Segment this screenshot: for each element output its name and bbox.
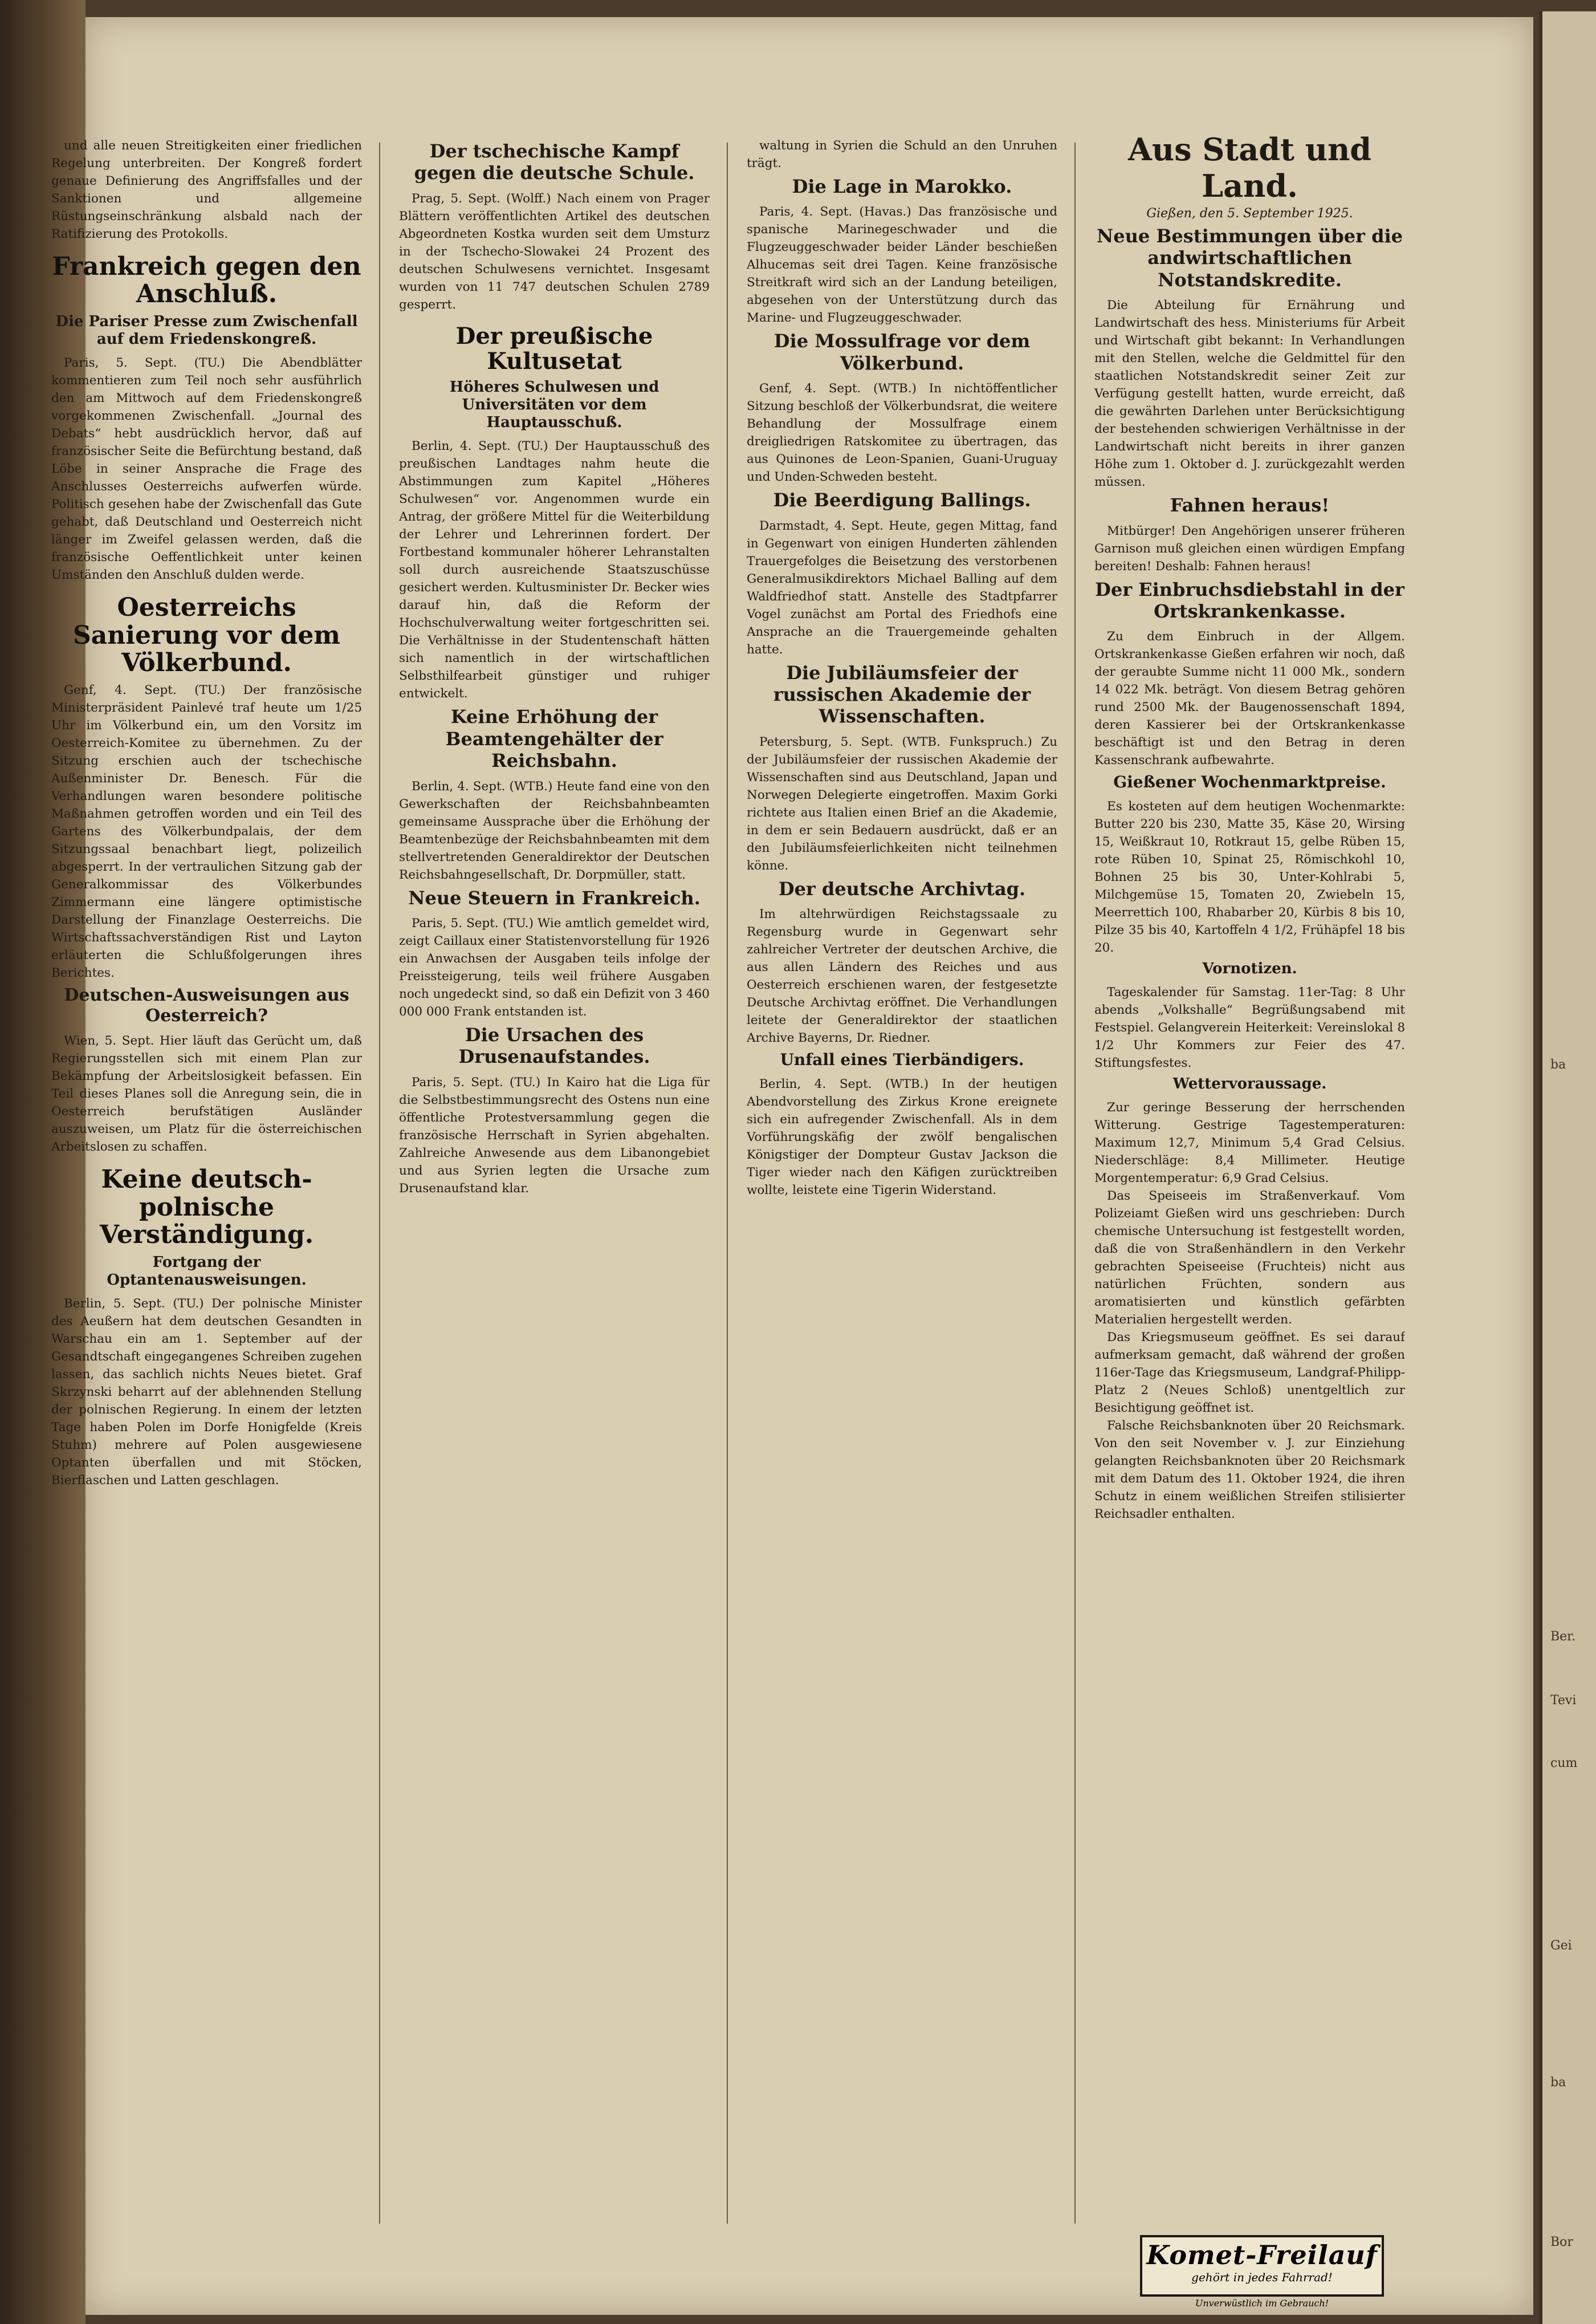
article-text: Mitbürger! Den Angehörigen unserer früheren Garnison muß gleichen einen würdigen Empfang bereiten! Deshalb: Fahnen heraus! — [1094, 523, 1405, 574]
article-text: Paris, 5. Sept. (TU.) Wie amtlich gemeldet wird, zeigt Caillaux einer Statistenvorstellung für 1926 ein Anwachsen der Ausgaben teils infolge der Preissteigerung, teils weil frühere Ausgaben noch ungedeckt sind, so daß ein Defizit von 3 460 000 000 Frank entstanden ist. — [399, 916, 710, 1019]
column-4 — [1094, 131, 1405, 2207]
article-text: Zu dem Einbruch in der Allgem. Ortskrankenkasse Gießen erfahren wir noch, daß der geraubte Summe nicht 11 000 Mk., sondern 14 022 Mk. beträgt. Von diesem Betrag gehören rund 2500 Mk. der Baugenossenschaft 1894, deren Kassierer bei der Ortskrankenkasse beschäftigt ist und den Betrag in deren Kassenschrank aufbewahrte. — [1094, 629, 1405, 768]
article-text: Im altehrwürdigen Reichstagssaale zu Regensburg wurde in Gegenwart sehr zahlreicher Vertreter der deutschen Archive, die aus allen Ländern des Reiches und aus Oesterreich erschienen waren, der festgesetzte Deutsche Archivtag eröffnet. Die Verhandlungen leitete der Generaldirektor der staatlichen Archive Bayerns, Dr. Riedner. — [747, 907, 1057, 1046]
headline: Der tschechische Kampf gegen die deutsche Schule. — [414, 140, 695, 184]
article-text: Genf, 4. Sept. (WTB.) In nichtöffentlicher Sitzung beschloß der Völkerbundsrat, die weitere Behandlung der Mossulfrage einem dreigliedrigen Ratskomitee zu übertragen, das aus Quinones de Leon-Spanien, Guani-Uruguay und Unden-Schweden besteht. — [747, 381, 1057, 485]
section-title: Aus Stadt und Land. — [1127, 131, 1372, 204]
headline: Wettervoraussage. — [1172, 1075, 1327, 1093]
headline: Die Lage in Marokko. — [792, 176, 1012, 197]
headline: Neue Bestimmungen über die andwirtschaftlichen Notstandskredite. — [1096, 225, 1403, 291]
article-text: Darmstadt, 4. Sept. Heute, gegen Mittag, fand in Gegenwart von einigen Hunderten zählenden Trauergefolges die Beisetzung des verstorbenen Generalmusikdirektors Michael Balling auf dem Waldfriedhof statt. Anstelle des Stadtpfarrer Vogel zunächst am Portal des Friedhofs eine Ansprache an die Trauergemeinde gehalten hatte. — [747, 518, 1057, 657]
article-text: Berlin, 4. Sept. (WTB.) In der heutigen Abendvorstellung des Zirkus Krone ereignete sich ein aufregender Zwischenfall. Als in dem Vorführungskäfig der zwölf bengalischen Königstiger der Dompteur Gustav Jackson die Tiger wieder nach den Käfigen zurücktreiben wollte, leistete eine Tigerin Widerstand. — [747, 1076, 1057, 1197]
article-text: Berlin, 5. Sept. (TU.) Der polnische Minister des Aeußern hat dem deutschen Gesandten in Warschau ein am 1. September auf der Gesandtschaft eingegangenes Schreiben zugehen lassen, das sachlich nichts Neues bietet. Graf Skrzynski beharrt auf der ablehnenden Stellung der polnischen Regierung. In einem der letzten Tage haben Polen im Dorfe Honigfelde (Kreis Stuhm) mehrere auf Polen ausgewiesene Optanten überfallen und mit Stöcken, Bierflaschen und Latten geschlagen. — [51, 1296, 362, 1488]
article-text: Wien, 5. Sept. Hier läuft das Gerücht um, daß Regierungsstellen sich mit einem Plan zur Bekämpfung der Arbeitslosigkeit befassen. Ein Teil dieses Planes soll die Anregung sein, die in Oesterreich berufstätigen Ausländer auszuweisen, um Platz für die österreichischen Arbeitslosen zu schaffen. — [51, 1034, 362, 1155]
column-2 — [399, 137, 710, 2241]
subheadline: Die Pariser Presse zum Zwischenfall auf dem Friedenskongreß. — [55, 312, 358, 348]
dateline: Gießen, den 5. September 1925. — [1146, 206, 1353, 221]
article-text: Das Speiseeis im Straßenverkauf. Vom Polizeiamt Gießen wird uns geschrieben: Durch chemische Untersuchung ist festgestellt worden, daß die von Straßenhändlern in den Verkehr gebrachten Speiseeise (Fruchteis) nicht aus natürlichen Früchten, sondern aus aromatisierten und künstlich gefärbten Materialien hergestellt werden. — [1094, 1189, 1405, 1327]
headline: Oesterreichs Sanierung vor dem Völkerbund. — [73, 593, 340, 677]
article-text: Berlin, 4. Sept. (WTB.) Heute fand eine von den Gewerkschaften der Reichsbahnbeamten gemeinsame Aussprache über die Erhöhung der Beamtenbezüge der Reichsbahnbeamten mit dem stellvertretenden Generaldirektor der Deutschen Reichsbahngesellschaft, Dr. Dorpmüller, statt. — [399, 779, 710, 882]
headline: Die Mossulfrage vor dem Völkerbund. — [773, 330, 1031, 374]
column-rule — [379, 143, 380, 2224]
article-text: Prag, 5. Sept. (Wolff.) Nach einem von Prager Blättern veröffentlichten Artikel des deutschen Abgeordneten Kostka wurden seit dem Umsturz in der Tschecho-Slowakei 24 Prozent des deutschen Schulwesens vernichtet. Insgesamt wurden von 11 747 deutschen Schulen 2789 gesperrt. — [399, 191, 710, 312]
adjacent-page-edge — [1539, 11, 1596, 2324]
page-edge-fragment: ba — [1550, 1058, 1566, 1072]
headline: Neue Steuern in Frankreich. — [408, 887, 701, 909]
headline: Vornotizen. — [1202, 960, 1297, 977]
subheadline: Höheres Schulwesen und Universitäten vor dem Hauptausschuß. — [449, 378, 659, 432]
column-rule — [727, 143, 728, 2224]
headline: Der preußische Kultusetat — [455, 322, 653, 375]
headline: Die Jubiläumsfeier der russischen Akademie der Wissenschaften. — [773, 661, 1031, 728]
headline: Unfall eines Tierbändigers. — [780, 1050, 1024, 1070]
ad-subtitle: gehört in jedes Fahrrad! — [1191, 2270, 1333, 2284]
komet-freilauf-advertisement — [1140, 2235, 1384, 2297]
article-text: Die Abteilung für Ernährung und Landwirtschaft des hess. Ministeriums für Arbeit und Wirtschaft gibt bekannt: In Verhandlungen mit den Stellen, welche die Geldmittel für den staatlichen Notstandskredit seiner Zeit zur Verfügung gestellt hatten, wurde erreicht, daß die gewährten Darlehen unter Berücksichtigung der bestehenden schwierigen Verhältnisse in der Landwirtschaft nicht bereits in ihrer ganzen Höhe zum 1. Oktober d. J. zurückgezahlt werden müssen. — [1094, 298, 1405, 490]
column-1 — [51, 137, 362, 2241]
headline: Keine Erhöhung der Beamtengehälter der Reichsbahn. — [445, 706, 663, 772]
article-text: Petersburg, 5. Sept. (WTB. Funkspruch.) Zu der Jubiläumsfeier der russischen Akademie der Wissenschaften sind aus Deutschland, Japan und Norwegen Delegierte eingetroffen. Maxim Gorki richtete aus Italien einen Brief an die Akademie, in dem er sein Bedauern ausdrückt, daß er an den Jubiläumsfeierlichkeiten nicht teilnehmen könne. — [747, 734, 1057, 873]
page-edge-fragment: Gei — [1550, 1939, 1572, 1953]
headline: Deutschen-Ausweisungen aus Oesterreich? — [64, 985, 349, 1026]
article-text: Falsche Reichsbanknoten über 20 Reichsmark. Von den seit November v. J. zur Einziehung gelangten Reichsbanknoten über 20 Reichsmark mit dem Datum des 11. Oktober 1924, die ihren Schutz in einem weißlichen Streifen stilisierter Reichsadler enthalten. — [1094, 1419, 1405, 1522]
headline: Frankreich gegen den Anschluß. — [52, 252, 361, 309]
article-text: Paris, 4. Sept. (Havas.) Das französische und spanische Marinegeschwader und die Flugzeuggeschwader beider Länder beschießen Alhucemas seit drei Tagen. Keine französische Streitkraft wird sich an der Landung beteiligen, abgesehen von der Unterstützung durch das Marine- und Flugzeuggeschwader. — [747, 205, 1057, 326]
article-text: Paris, 5. Sept. (TU.) Die Abendblätter kommentieren zum Teil noch sehr ausführlich den am Mittwoch auf dem Friedenskongreß vorgekommenen Zwischenfall. „Journal des Debats“ hebt ausdrücklich hervor, daß auf französischer Seite die Befürchtung bestand, daß Löbe in seiner Ansprache die Frage des Anschlusses Oesterreichs aufwerfen würde. Politisch gesehen habe der Zwischenfall das Gute gehabt, daß Deutschland und Oesterreich nicht länger im Zweifel gelassen werden, daß die französische Oeffentlichkeit unter keinen Umständen den Anschluß dulden werde. — [51, 356, 362, 583]
subheadline: Fortgang der Optantenausweisungen. — [107, 1253, 307, 1289]
page-edge-fragment: Bor — [1550, 2235, 1573, 2249]
article-text: Das Kriegsmuseum geöffnet. Es sei darauf aufmerksam gemacht, daß während der großen 116er-Tage das Kriegsmuseum, Landgraf-Philipp-Platz 2 (Neues Schloß) unentgeltlich zur Besichtigung geöffnet ist. — [1094, 1330, 1405, 1416]
page-edge-fragment: Tevi — [1550, 1693, 1577, 1708]
headline: Keine deutsch-polnische Verständigung. — [99, 1165, 314, 1250]
article-text: Zur geringe Besserung der herrschenden Witterung. Gestrige Tagestemperaturen: Maximum 12,7, Minimum 5,4 Grad Celsius. Niederschläge: 8,4 Millimeter. Heutige Morgentemperatur: 6,9 Grad Celsius. — [1094, 1100, 1405, 1186]
ad-title: Komet-Freilauf — [1146, 2240, 1378, 2270]
column-rule — [1074, 143, 1076, 2224]
page-edge-fragment: ba — [1550, 2075, 1566, 2090]
column-3 — [747, 137, 1057, 2241]
article-text: Es kosteten auf dem heutigen Wochenmarkte: Butter 220 bis 230, Matte 35, Käse 20, Wirsing 15, Weißkraut 10, Rotkraut 15, gelbe Rüben 15, rote Rüben 10, Spinat 25, Römischkohl 10, Bohnen 25 bis 30, Unter-Kohlrabi 5, Milchgemüse 15, Tomaten 20, Zwiebeln 15, Meerrettich 100, Rhabarber 20, Kürbis 8 bis 10, Pilze 35 bis 40, Kartoffeln 4 1/2, Frühäpfel 18 bis 20. — [1094, 799, 1405, 955]
headline: Die Beerdigung Ballings. — [773, 489, 1031, 511]
article-text: Tageskalender für Samstag. 11er-Tag: 8 Uhr abends „Volkshalle“ Begrüßungsabend mit Festspiel. Gelangverein Heiterkeit: Vereinslokal 8 1/2 Uhr Kommers zur Feier des 47. Stiftungsfestes. — [1094, 985, 1405, 1071]
article-text: Genf, 4. Sept. (TU.) Der französische Ministerpräsident Painlevé traf heute um 1/25 Uhr im Völkerbund ein, um den Vorsitz im Oesterreich-Komitee zu übernehmen. Zu der Sitzung erschien auch der tschechische Außenminister Dr. Benesch. Für die Verhandlungen waren besondere politische Maßnahmen getroffen worden und ein Teil des Gartens des Völkerbundpalais, der dem Sitzungssaal benachbart liegt, polizeilich abgesperrt. In der vertraulichen Sitzung gab der Generalkommissar des Völkerbundes Zimmermann eine längere optimistische Darstellung der Finanzlage Oesterreichs. Die Wirtschaftssachverständigen Rist und Layton erläuterten die Schlußfolgerungen ihres Berichtes. — [51, 683, 362, 981]
page-edge-fragment: Ber. — [1550, 1630, 1576, 1644]
headline: Der deutsche Archivtag. — [778, 877, 1026, 900]
page-edge-fragment: cum — [1550, 1756, 1578, 1770]
headline: Gießener Wochenmarktpreise. — [1113, 773, 1386, 792]
article-text: und alle neuen Streitigkeiten einer friedlichen Regelung unterbreiten. Der Kongreß fordert genaue Definierung des Angriffsfalles und der Sanktionen und allgemeine Rüstungseinschränkung alsbald nach der Ratifizierung des Protokolls. — [51, 139, 362, 241]
article-text: Paris, 5. Sept. (TU.) In Kairo hat die Liga für die Selbstbestimmungsrecht des Ostens nun eine öffentliche Protestversammlung gegen die französische Herrschaft in Syrien abgehalten. Zahlreiche Anwesende aus dem Libanongebiet und aus Syrien legten die Ursache zum Drusenaufstand klar. — [399, 1075, 710, 1196]
headline: Fahnen heraus! — [1170, 494, 1330, 517]
article-text: Berlin, 4. Sept. (TU.) Der Hauptausschuß des preußischen Landtages nahm heute die Abstimmungen zum Kapitel „Höheres Schulwesen“ vor. Angenommen wurde ein Antrag, der größere Mittel für die Weiterbildung der Lehrer und Lehrerinnen fordert. Der Fortbestand kommunaler höherer Lehranstalten soll durch ausreichende Staatszuschüsse gesichert werden. Kultusminister Dr. Becker wies darauf hin, daß die Reform der Hochschulverwaltung weiter fortgeschritten sei. Die Verhältnisse in der Studentenschaft hätten sich namentlich in der wirtschaftlichen Selbsthilfearbeit günstiger und ruhiger entwickelt. — [399, 439, 710, 701]
ad-footer: Unverwüstlich im Gebrauch! — [1195, 2298, 1329, 2309]
article-text: waltung in Syrien die Schuld an den Unruhen trägt. — [747, 139, 1057, 170]
headline: Der Einbruchsdiebstahl in der Ortskrankenkasse. — [1095, 578, 1404, 622]
headline: Die Ursachen des Drusenaufstandes. — [458, 1023, 650, 1068]
